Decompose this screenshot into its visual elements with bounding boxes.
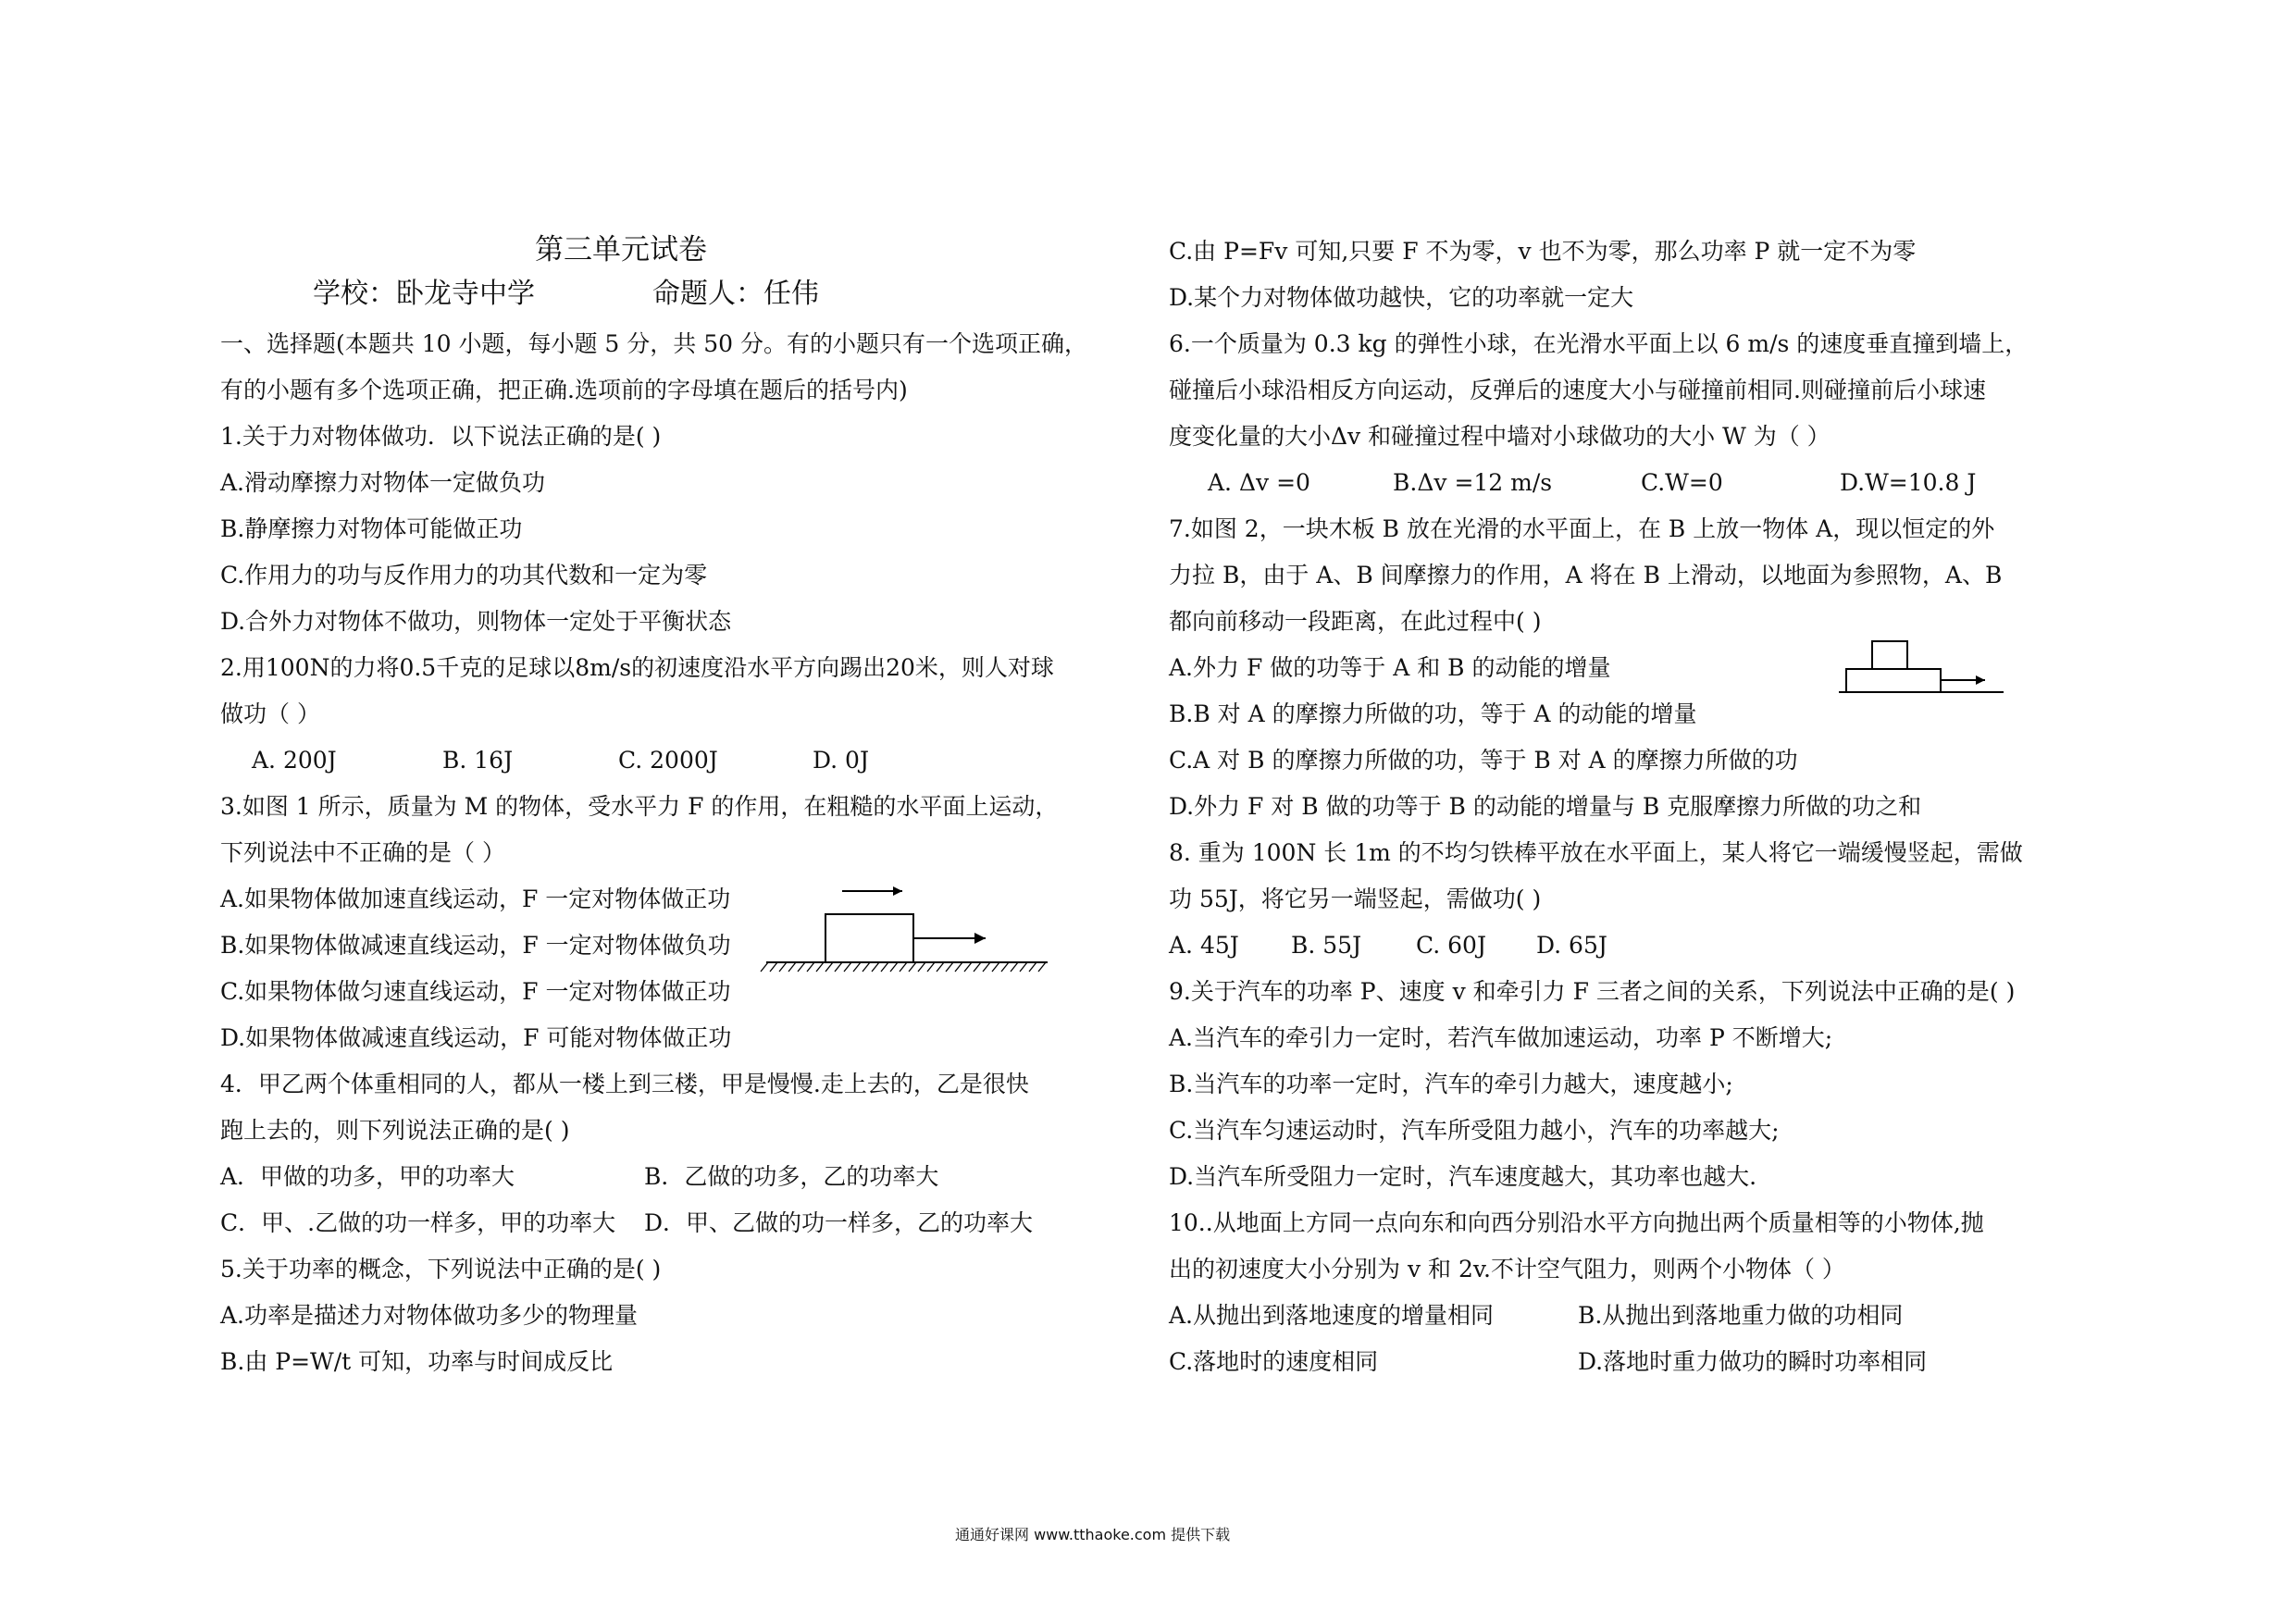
question-6-option-b: B.Δv =12 m/s: [1393, 469, 1553, 496]
question-10-stem: 出的初速度大小分别为 v 和 2v.不计空气阻力，则两个小物体（ ）: [1169, 1256, 1845, 1282]
ground-hatch-mark: [863, 962, 870, 972]
question-10-option-d: D.落地时重力做功的瞬时功率相同: [1578, 1348, 1928, 1375]
question-6-option-d: D.W=10.8 J: [1840, 469, 1977, 496]
question-1-option-d: D.合外力对物体不做功，则物体一定处于平衡状态: [220, 608, 732, 635]
question-6-stem: 6.一个质量为 0.3 kg 的弹性小球，在光滑水平面上以 6 m/s 的速度垂直撞到墙上，: [1169, 330, 2029, 357]
ground-hatch-mark: [798, 962, 805, 972]
question-7-stem: 力拉 B，由于 A、B 间摩擦力的作用，A 将在 B 上滑动，以地面为参照物，A、B: [1169, 562, 2003, 588]
figure-2-diagram: [1837, 634, 2013, 740]
question-1-option-c: C.作用力的功与反作用力的功其代数和一定为零: [220, 562, 708, 588]
question-9-option-a: A.当汽车的牵引力一定时，若汽车做加速运动，功率 P 不断增大;: [1169, 1024, 1833, 1051]
ground-hatch-mark: [1001, 962, 1009, 972]
question-4-option-d: D．甲、乙做的功一样多，乙的功率大: [644, 1209, 1034, 1236]
question-2-option-c: C. 2000J: [618, 747, 718, 774]
ground-hatch-mark: [992, 962, 999, 972]
question-2-option-b: B. 16J: [442, 747, 514, 774]
question-3-option-b: B.如果物体做减速直线运动，F 一定对物体做负功: [220, 932, 731, 959]
question-9-option-c: C.当汽车匀速运动时，汽车所受阻力越小，汽车的功率越大;: [1169, 1117, 1780, 1144]
section-heading: 有的小题有多个选项正确，把正确.选项前的字母填在题后的括号内): [220, 377, 908, 403]
exam-title: 第三单元试卷: [535, 233, 707, 266]
ground-hatch-mark: [872, 962, 879, 972]
ground-hatch-mark: [816, 962, 824, 972]
ground-hatch-mark: [983, 962, 990, 972]
ground-hatch-mark: [835, 962, 842, 972]
ground-hatch-mark: [918, 962, 925, 972]
question-7-stem: 都向前移动一段距离，在此过程中( ): [1169, 608, 1542, 635]
question-3-stem: 3.如图 1 所示，质量为 M 的物体，受水平力 F 的作用，在粗糙的水平面上运动，: [220, 793, 1059, 820]
question-5-option-b: B.由 P=W/t 可知，功率与时间成反比: [220, 1348, 614, 1375]
question-4-option-b: B．乙做的功多，乙的功率大: [644, 1163, 939, 1190]
ground-hatch-mark: [788, 962, 796, 972]
question-6-stem: 度变化量的大小Δv 和碰撞过程中墙对小球做功的大小 W 为（ ）: [1169, 423, 1831, 450]
question-1-option-a: A.滑动摩擦力对物体一定做负功: [220, 469, 546, 496]
question-6-option-c: C.W=0: [1641, 469, 1723, 496]
question-4-stem: 4．甲乙两个体重相同的人，都从一楼上到三楼，甲是慢慢.走上去的，乙是很快: [220, 1071, 1029, 1097]
question-9-stem: 9.关于汽车的功率 P、速度 v 和牵引力 F 三者之间的关系，下列说法中正确的是( ): [1169, 978, 2016, 1005]
question-3-option-a: A.如果物体做加速直线运动，F 一定对物体做正功: [220, 886, 731, 912]
ground-hatch-mark: [946, 962, 953, 972]
question-10-option-b: B.从抛出到落地重力做的功相同: [1578, 1302, 1904, 1329]
ground-hatch-mark: [881, 962, 888, 972]
question-1-stem: 1.关于力对物体做功．以下说法正确的是( ): [220, 423, 662, 450]
page-footer: 通通好课网 www.tthaoke.com 提供下载: [955, 1526, 1231, 1543]
ground-hatch-mark: [937, 962, 944, 972]
ground-hatch-mark: [900, 962, 907, 972]
question-2-option-a: A. 200J: [252, 747, 337, 774]
question-5-option-a: A.功率是描述力对物体做功多少的物理量: [220, 1302, 639, 1329]
question-5-stem: 5.关于功率的概念，下列说法中正确的是( ): [220, 1256, 662, 1282]
ground-hatch-mark: [955, 962, 962, 972]
question-8-option-c: C. 60J: [1416, 932, 1486, 959]
ground-hatch-mark: [927, 962, 935, 972]
question-7-option-b: B.B 对 A 的摩擦力所做的功，等于 A 的动能的增量: [1169, 700, 1697, 727]
question-3-option-d: D.如果物体做减速直线运动，F 可能对物体做正功: [220, 1024, 732, 1051]
question-5-option-c: C.由 P=Fv 可知,只要 F 不为零，v 也不为零，那么功率 P 就一定不为零: [1169, 238, 1917, 265]
ground-hatch-mark: [909, 962, 916, 972]
ground-hatch-mark: [770, 962, 777, 972]
question-10-stem: 10..从地面上方同一点向东和向西分别沿水平方向抛出两个质量相等的小物体,抛: [1169, 1209, 1984, 1236]
ground-hatch-mark: [825, 962, 833, 972]
question-9-option-b: B.当汽车的功率一定时，汽车的牵引力越大，速度越小;: [1169, 1071, 1733, 1097]
question-4-option-c: C．甲、.乙做的功一样多，甲的功率大: [220, 1209, 616, 1236]
ground-hatch-mark: [1011, 962, 1018, 972]
ground-hatch-mark: [890, 962, 898, 972]
question-3-option-c: C.如果物体做匀速直线运动，F 一定对物体做正功: [220, 978, 731, 1005]
ground-hatch-mark: [1038, 962, 1046, 972]
question-4-option-a: A．甲做的功多，甲的功率大: [220, 1163, 515, 1190]
ground-hatch-mark: [1029, 962, 1036, 972]
question-6-option-a: A. Δv =0: [1208, 469, 1310, 496]
section-heading: 一、选择题(本题共 10 小题，每小题 5 分，共 50 分。有的小题只有一个选项正确，: [220, 330, 1087, 357]
ground-hatch-mark: [761, 962, 768, 972]
ground-hatch-mark: [1020, 962, 1027, 972]
question-2-stem: 做功（ ）: [220, 700, 320, 727]
question-3-stem: 下列说法中不正确的是（ ）: [220, 839, 505, 866]
question-6-stem: 碰撞后小球沿相反方向运动，反弹后的速度大小与碰撞前相同.则碰撞前后小球速: [1169, 377, 1986, 403]
question-7-option-c: C.A 对 B 的摩擦力所做的功，等于 B 对 A 的摩擦力所做的功: [1169, 747, 1798, 774]
question-8-stem: 8. 重为 100N 长 1m 的不均匀铁棒平放在水平面上，某人将它一端缓慢竖起，需做: [1169, 839, 2023, 866]
ground-hatch-mark: [853, 962, 861, 972]
question-8-stem: 功 55J，将它另一端竖起，需做功( ): [1169, 886, 1542, 912]
question-2-option-d: D. 0J: [813, 747, 869, 774]
question-10-option-a: A.从抛出到落地速度的增量相同: [1169, 1302, 1495, 1329]
ground-hatch-mark: [964, 962, 972, 972]
question-8-option-d: D. 65J: [1536, 932, 1607, 959]
ground-hatch-mark: [974, 962, 981, 972]
question-7-option-a: A.外力 F 做的功等于 A 和 B 的动能的增量: [1169, 654, 1611, 681]
ground-hatch-mark: [779, 962, 787, 972]
school-name: 学校：卧龙寺中学: [313, 278, 535, 310]
question-7-stem: 7.如图 2，一块木板 B 放在光滑的水平面上，在 B 上放一物体 A，现以恒定的外: [1169, 515, 1995, 542]
figure-1-diagram: [759, 870, 1064, 1036]
ground-hatch-mark: [807, 962, 814, 972]
question-9-option-d: D.当汽车所受阻力一定时，汽车速度越大，其功率也越大.: [1169, 1163, 1757, 1190]
question-2-stem: 2.用100N的力将0.5千克的足球以8m/s的初速度沿水平方向踢出20米，则人对球: [220, 654, 1054, 681]
question-8-option-a: A. 45J: [1169, 932, 1239, 959]
question-4-stem: 跑上去的，则下列说法正确的是( ): [220, 1117, 570, 1144]
question-10-option-c: C.落地时的速度相同: [1169, 1348, 1379, 1375]
ground-hatch-mark: [844, 962, 851, 972]
question-1-option-b: B.静摩擦力对物体可能做正功: [220, 515, 523, 542]
question-5-option-d: D.某个力对物体做功越快，它的功率就一定大: [1169, 284, 1634, 311]
question-7-option-d: D.外力 F 对 B 做的功等于 B 的动能的增量与 B 克服摩擦力所做的功之和: [1169, 793, 1922, 820]
question-8-option-b: B. 55J: [1291, 932, 1362, 959]
author-name: 命题人：任伟: [652, 278, 819, 310]
